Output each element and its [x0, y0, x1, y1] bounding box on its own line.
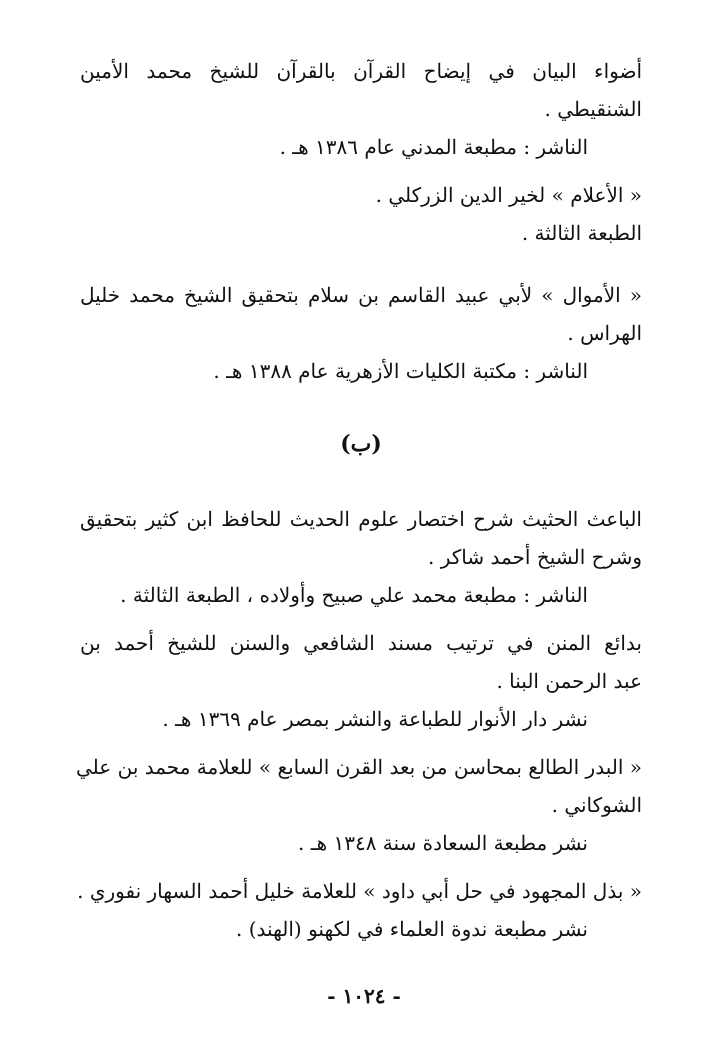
entry-title-line: الشوكاني .: [551, 793, 642, 817]
entry-title-line: « الأعلام » لخير الدين الزركلي .: [375, 183, 642, 207]
bibliography-entry: [77, 872, 642, 948]
bibliography-entry: [80, 176, 642, 252]
entry-edition: الطبعة الثالثة .: [521, 221, 642, 245]
entry-title-line: الباعث الحثيث شرح اختصار علوم الحديث للحافظ ابن كثير بتحقيق: [80, 507, 642, 531]
entry-title-line: الهراس .: [567, 321, 642, 345]
entry-publisher: الناشر : مكتبة الكليات الأزهرية عام ١٣٨٨ هـ .: [213, 359, 588, 383]
bibliography-entry: [76, 748, 642, 862]
page-number: - ١٠٢٤ -: [327, 984, 401, 1008]
bibliography-entry: [80, 624, 642, 738]
bibliography-entry: [80, 500, 642, 614]
entry-title-line: « البدر الطالع بمحاسن من بعد القرن السابع » للعلامة محمد بن علي: [76, 755, 642, 779]
entry-title-line: « الأموال » لأبي عبيد القاسم بن سلام بتحقيق الشيخ محمد خليل: [80, 283, 642, 307]
entry-title-line: الشنقيطي .: [544, 97, 642, 121]
entry-publisher: نشر دار الأنوار للطباعة والنشر بمصر عام ١٣٦٩ هـ .: [162, 707, 588, 731]
document-page: [76, 52, 642, 1012]
entry-title-line: وشرح الشيخ أحمد شاكر .: [428, 545, 642, 569]
entry-title-line: عبد الرحمن البنا .: [496, 669, 642, 693]
entry-title-line: « بذل المجهود في حل أبي داود » للعلامة خليل أحمد السهار نفوري .: [77, 879, 642, 903]
entry-publisher: الناشر : مطبعة محمد علي صبيح وأولاده ، الطبعة الثالثة .: [120, 583, 588, 607]
entry-title-line: أضواء البيان في إيضاح القرآن بالقرآن للشيخ محمد الأمين: [80, 59, 642, 83]
entry-title-line: بدائع المنن في ترتيب مسند الشافعي والسنن للشيخ أحمد بن: [80, 631, 642, 655]
section-heading: (ب): [340, 431, 382, 457]
bibliography-entry: [80, 276, 642, 390]
bibliography-entry: [80, 52, 642, 166]
entry-publisher: نشر مطبعة السعادة سنة ١٣٤٨ هـ .: [298, 831, 588, 855]
entry-publisher: الناشر : مطبعة المدني عام ١٣٨٦ هـ .: [279, 135, 588, 159]
entry-publisher: نشر مطبعة ندوة العلماء في لكهنو (الهند) .: [236, 917, 588, 941]
